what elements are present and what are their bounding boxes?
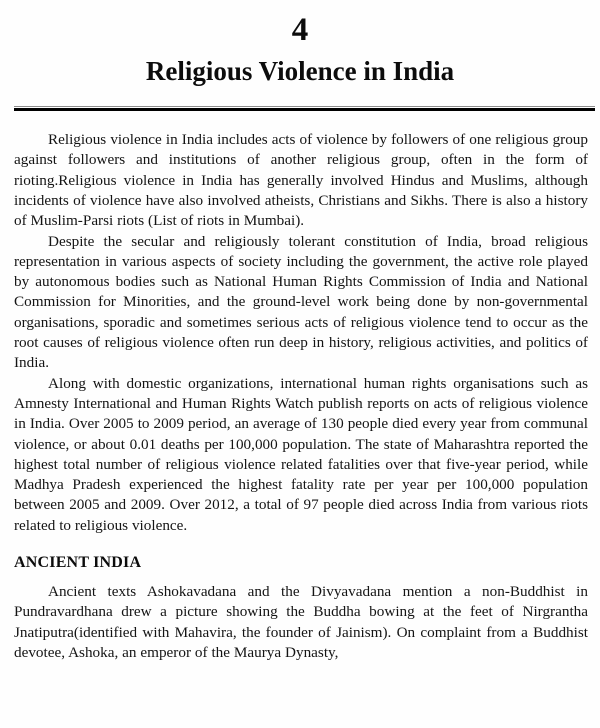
body-column (14, 112, 588, 663)
paragraph-constitution: Despite the secular and religiously tolerant constitution of India, broad religious representation in various aspects of society including the government, the active role played by autonomous bodies such as National Human Rights Commission of India and National Commission for Minorities, and the ground-level work being done by non-governmental organisations, sporadic and sometimes serious acts of religious violence tend to occur as the root causes of religious violence often run deep in history, religious activities, and politics of India. (14, 232, 588, 372)
paragraph-ancient-texts: Ancient texts Ashokavadana and the Divyavadana mention a non-Buddhist in Pundravardhana drew a picture showing the Buddha bowing at the feet of Nirgrantha Jnatiputra(identified with Mahavira, the founder of Jainism). On complaint from a Buddhist devotee, Ashoka, an emperor of the Maurya Dynasty, (14, 583, 588, 661)
divider-line-thick (14, 108, 595, 111)
paragraph-statistics: Along with domestic organizations, international human rights organisations such as Amnesty International and Human Rights Watch publish reports on acts of religious violence in India. Over 2005 to 2009 period, an average of 130 people died every year from communal violence, or about 0.01 deaths per 100,000 population. The state of Maharashtra reported the highest total number of religious violence related fatalities over that five-year period, while Madhya Pradesh experienced the highest fatality rate per year per 100,000 population between 2005 and 2009. Over 2012, a total of 97 people died across India from various riots related to religious violence. (14, 374, 588, 534)
chapter-number: 4 (291, 12, 309, 48)
chapter-title: Religious Violence in India (145, 56, 455, 86)
paragraph-intro: Religious violence in India includes acts of violence by followers of one religious group against followers and institutions of another religious group, often in the form of rioting.Religious violence in India has generally involved Hindus and Muslims, although incidents of violence have also involved atheists, Christians and Sikhs. There is also a history of Muslim-Parsi riots (List of riots in Mumbai). (14, 131, 588, 230)
chapter-header (0, 0, 600, 88)
section-heading-ancient-india: ANCIENT INDIA (14, 554, 142, 572)
